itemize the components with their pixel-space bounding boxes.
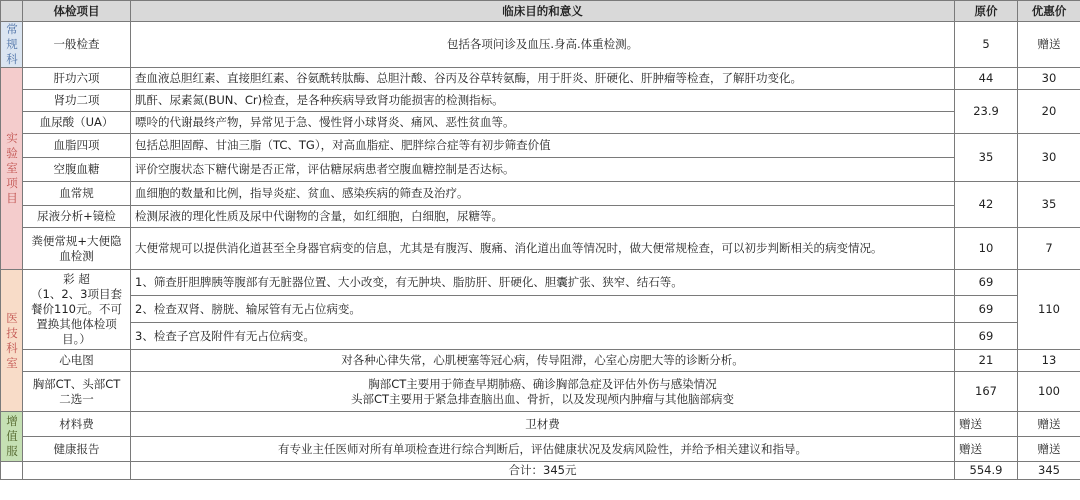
item-name: 彩 超 （1、2、3项目套餐价110元。不可置换其他体检项目。） <box>23 270 131 350</box>
price-cell: 赠送 <box>955 437 1018 462</box>
header-row <box>1 1 1080 22</box>
price-cell: 35 <box>955 134 1018 182</box>
price-cell: 69 <box>955 296 1018 323</box>
item-description: 对各种心律失常，心肌梗塞等冠心病，传导阻滞，心室心房肥大等的诊断分析。 <box>131 350 955 372</box>
discount-cell: 30 <box>1018 134 1080 182</box>
total-spacer <box>1 462 23 480</box>
item-description: 查血液总胆红素、直接胆红素、谷氨酰转肽酶、总胆汁酸、谷丙及谷草转氨酶，用于肝炎、肝硬化、肝肿瘤等检查，了解肝功变化。 <box>131 68 955 90</box>
price-cell: 44 <box>955 68 1018 90</box>
table-row <box>1 68 1080 90</box>
item-description: 评价空腹状态下糖代谢是否正常，评估糖尿病患者空腹血糖控制是否达标。 <box>131 158 955 182</box>
item-description: 嘌呤的代谢最终产物，异常见于急、慢性肾小球肾炎、痛风、恶性贫血等。 <box>131 112 955 134</box>
item-description: 包括总胆固醇、甘油三脂（TC、TG），对高血脂症、肥胖综合症等有初步筛查价值 <box>131 134 955 158</box>
table-row <box>1 270 1080 296</box>
table-row <box>1 437 1080 462</box>
item-description: 检测尿液的理化性质及尿中代谢物的含量，如红细胞，白细胞，尿糖等。 <box>131 206 955 228</box>
total-row <box>1 462 1080 480</box>
item-description: 大便常规可以提供消化道甚至全身器官病变的信息，尤其是有腹泻、腹痛、消化道出血等情况时，做大便常规检查，可以初步判断相关的病变情况。 <box>131 228 955 270</box>
item-description: 卫材费 <box>131 412 955 437</box>
item-name: 空腹血糖 <box>23 158 131 182</box>
table-row <box>1 228 1080 270</box>
price-cell: 42 <box>955 182 1018 228</box>
table-row <box>1 90 1080 112</box>
table-row <box>1 206 1080 228</box>
header-discount: 优惠价 <box>1018 1 1080 22</box>
total-price: 554.9 <box>955 462 1018 480</box>
table-row <box>1 22 1080 68</box>
price-cell: 10 <box>955 228 1018 270</box>
table-row <box>1 112 1080 134</box>
header-purpose: 临床目的和意义 <box>131 1 955 22</box>
header-price: 原价 <box>955 1 1018 22</box>
price-cell: 赠送 <box>955 412 1018 437</box>
discount-cell: 35 <box>1018 182 1080 228</box>
total-spacer <box>23 462 131 480</box>
item-name: 健康报告 <box>23 437 131 462</box>
price-cell: 23.9 <box>955 90 1018 134</box>
total-discount: 345 <box>1018 462 1080 480</box>
item-description: 血细胞的数量和比例，指导炎症、贫血、感染疾病的筛查及治疗。 <box>131 182 955 206</box>
table-row <box>1 350 1080 372</box>
discount-cell: 30 <box>1018 68 1080 90</box>
category-medtech: 医技科室 <box>1 270 23 412</box>
item-description: 有专业主任医师对所有单项检查进行综合判断后，评估健康状况及发病风险性，并给予相关建议和指导。 <box>131 437 955 462</box>
item-description: 2、检查双肾、膀胱、输尿管有无占位病变。 <box>131 296 955 323</box>
item-name: 肝功六项 <box>23 68 131 90</box>
table-row <box>1 158 1080 182</box>
item-description: 肌酐、尿素氮(BUN、Cr)检查，是各种疾病导致肾功能损害的检测指标。 <box>131 90 955 112</box>
item-description: 包括各项问诊及血压.身高.体重检测。 <box>131 22 955 68</box>
table-row <box>1 412 1080 437</box>
price-cell: 21 <box>955 350 1018 372</box>
item-name: 肾功二项 <box>23 90 131 112</box>
category-lab: 实验室项目 <box>1 68 23 270</box>
item-name: 血常规 <box>23 182 131 206</box>
price-cell: 69 <box>955 323 1018 350</box>
header-item: 体检项目 <box>23 1 131 22</box>
total-label: 合计：345元 <box>131 462 955 480</box>
item-description: 1、筛查肝胆脾胰等腹部有无脏器位置、大小改变，有无肿块、脂肪肝、肝硬化、胆囊扩张、狭窄、结石等。 <box>131 270 955 296</box>
discount-cell: 20 <box>1018 90 1080 134</box>
header-category <box>1 1 23 22</box>
category-value-added: 增值服 <box>1 412 23 462</box>
table-row <box>1 182 1080 206</box>
discount-cell: 赠送 <box>1018 437 1080 462</box>
price-cell: 167 <box>955 372 1018 412</box>
price-cell: 5 <box>955 22 1018 68</box>
table-row <box>1 323 1080 350</box>
item-name: 尿液分析+镜检 <box>23 206 131 228</box>
discount-cell: 赠送 <box>1018 22 1080 68</box>
item-description: 3、检查子宫及附件有无占位病变。 <box>131 323 955 350</box>
discount-cell: 110 <box>1018 270 1080 350</box>
price-cell: 69 <box>955 270 1018 296</box>
item-name: 材料费 <box>23 412 131 437</box>
discount-cell: 7 <box>1018 228 1080 270</box>
item-name: 一般检查 <box>23 22 131 68</box>
item-name: 心电图 <box>23 350 131 372</box>
table-row <box>1 134 1080 158</box>
table-row <box>1 372 1080 412</box>
discount-cell: 13 <box>1018 350 1080 372</box>
item-name: 血脂四项 <box>23 134 131 158</box>
discount-cell: 100 <box>1018 372 1080 412</box>
discount-cell: 赠送 <box>1018 412 1080 437</box>
category-routine: 常规科 <box>1 22 23 68</box>
table-row <box>1 296 1080 323</box>
item-name: 胸部CT、头部CT二选一 <box>23 372 131 412</box>
item-name: 粪便常规+大便隐血检测 <box>23 228 131 270</box>
item-description: 胸部CT主要用于筛查早期肺癌、确诊胸部急症及评估外伤与感染情况 头部CT主要用于紧急排查脑出血、骨折，以及发现颅内肿瘤与其他脑部病变 <box>131 372 955 412</box>
item-name: 血尿酸（UA） <box>23 112 131 134</box>
